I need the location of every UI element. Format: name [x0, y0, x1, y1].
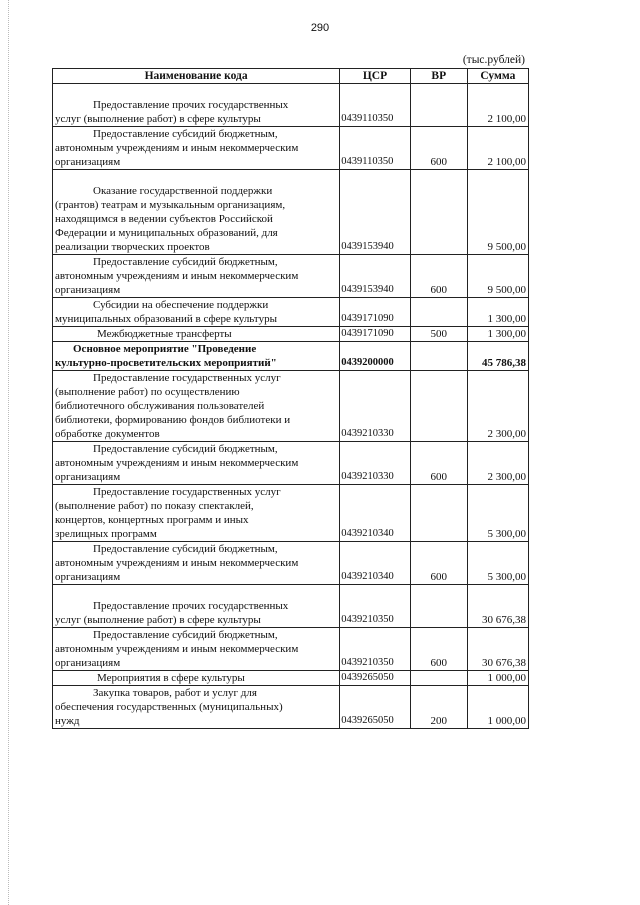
- row-name-line: (выполнение работ) по показу спектаклей,: [55, 500, 254, 512]
- page-edge: [8, 0, 9, 905]
- table-row: [53, 542, 529, 585]
- row-sum: 2 300,00: [467, 371, 528, 442]
- row-sum: 1 000,00: [467, 671, 528, 686]
- budget-table: [52, 68, 529, 729]
- row-csr: 0439265050: [340, 686, 411, 729]
- row-name-line: услуг (выполнение работ) в сфере культуры: [55, 614, 261, 626]
- row-name-line: Мероприятия в сфере культуры: [97, 672, 245, 684]
- row-name-line: Предоставление прочих государственных: [93, 600, 289, 612]
- row-csr: 0439210340: [340, 485, 411, 542]
- row-name-line: автономным учреждениям и иным некоммерческим: [55, 142, 299, 154]
- table-row: [53, 671, 529, 686]
- row-csr: 0439210350: [340, 585, 411, 628]
- row-sum: 30 676,38: [467, 628, 528, 671]
- row-name-line: культурно-просветительских мероприятий": [55, 357, 277, 369]
- row-name-line: концертов, концертных программ и иных: [55, 514, 249, 526]
- row-name: [53, 686, 340, 729]
- row-name: [53, 298, 340, 327]
- row-name-line: Оказание государственной поддержки: [93, 185, 273, 197]
- row-name: [53, 585, 340, 628]
- row-name-line: Основное мероприятие "Проведение: [73, 343, 257, 355]
- row-sum: 1 000,00: [467, 686, 528, 729]
- row-name-line: [55, 585, 337, 599]
- row-name: [53, 671, 340, 686]
- row-name-line: реализации творческих проектов: [55, 241, 210, 253]
- row-csr: 0439210340: [340, 542, 411, 585]
- row-vr: [410, 671, 467, 686]
- row-name: [53, 485, 340, 542]
- row-sum: 5 300,00: [467, 542, 528, 585]
- row-name-line: услуг (выполнение работ) в сфере культуры: [55, 113, 261, 125]
- row-sum: 2 300,00: [467, 442, 528, 485]
- row-name: [53, 442, 340, 485]
- row-csr: 0439210330: [340, 371, 411, 442]
- row-csr: 0439110350: [340, 84, 411, 127]
- row-name-line: Предоставление субсидий бюджетным,: [93, 128, 278, 140]
- table-row: [53, 585, 529, 628]
- row-name: [53, 127, 340, 170]
- row-name: [53, 628, 340, 671]
- table-row: [53, 255, 529, 298]
- row-name: [53, 170, 340, 255]
- header-name: Наименование кода: [53, 69, 340, 84]
- row-csr: 0439265050: [340, 671, 411, 686]
- row-name-line: организациям: [55, 571, 121, 583]
- row-csr: 0439171090: [340, 327, 411, 342]
- row-name-line: [55, 84, 337, 98]
- row-name-line: Субсидии на обеспечение поддержки: [93, 299, 269, 311]
- row-vr: 600: [410, 542, 467, 585]
- row-name-line: [55, 170, 337, 184]
- row-vr: 600: [410, 255, 467, 298]
- row-name-line: автономным учреждениям и иным некоммерческим: [55, 643, 299, 655]
- row-sum: 9 500,00: [467, 255, 528, 298]
- row-vr: [410, 485, 467, 542]
- row-sum: 5 300,00: [467, 485, 528, 542]
- row-sum: 1 300,00: [467, 298, 528, 327]
- row-vr: 600: [410, 442, 467, 485]
- page-number: 290: [310, 22, 330, 34]
- row-name-line: организациям: [55, 156, 121, 168]
- row-name: [53, 255, 340, 298]
- row-name-line: находящимся в ведении субъектов Российской: [55, 213, 273, 225]
- table-row: [53, 628, 529, 671]
- row-csr: 0439210330: [340, 442, 411, 485]
- row-name-line: Закупка товаров, работ и услуг для: [93, 687, 257, 699]
- row-csr: 0439153940: [340, 255, 411, 298]
- row-name-line: Предоставление субсидий бюджетным,: [93, 543, 278, 555]
- row-name-line: Предоставление прочих государственных: [93, 99, 289, 111]
- header-csr: ЦСР: [340, 69, 411, 84]
- row-name-line: обеспечения государственных (муниципальных): [55, 701, 283, 713]
- row-name-line: библиотеки, формированию фондов библиотеки и: [55, 414, 291, 426]
- row-name-line: (выполнение работ) по осуществлению: [55, 386, 240, 398]
- table-header-row: [53, 69, 529, 84]
- row-csr: 0439110350: [340, 127, 411, 170]
- row-name-line: (грантов) театрам и музыкальным организациям,: [55, 199, 286, 211]
- table-row: [53, 84, 529, 127]
- table-row: [53, 442, 529, 485]
- table-row: [53, 342, 529, 371]
- row-name-line: Предоставление субсидий бюджетным,: [93, 629, 278, 641]
- table-row: [53, 327, 529, 342]
- row-name-line: библиотечного обслуживания пользователей: [55, 400, 265, 412]
- row-name-line: Предоставление субсидий бюджетным,: [93, 256, 278, 268]
- row-name: [53, 327, 340, 342]
- row-vr: 600: [410, 127, 467, 170]
- row-sum: 9 500,00: [467, 170, 528, 255]
- row-sum: 2 100,00: [467, 84, 528, 127]
- table-row: [53, 485, 529, 542]
- row-name-line: автономным учреждениям и иным некоммерческим: [55, 457, 299, 469]
- row-name-line: зрелищных программ: [55, 528, 157, 540]
- row-name-line: организациям: [55, 657, 121, 669]
- row-name-line: автономным учреждениям и иным некоммерческим: [55, 270, 299, 282]
- table-row: [53, 371, 529, 442]
- row-name-line: Предоставление субсидий бюджетным,: [93, 443, 278, 455]
- row-vr: 500: [410, 327, 467, 342]
- row-name-line: нужд: [55, 715, 80, 727]
- row-csr: 0439171090: [340, 298, 411, 327]
- header-sum: Сумма: [467, 69, 528, 84]
- row-csr: 0439153940: [340, 170, 411, 255]
- table-row: [53, 686, 529, 729]
- row-csr: 0439200000: [340, 342, 411, 371]
- row-vr: [410, 84, 467, 127]
- table-row: [53, 127, 529, 170]
- row-sum: 30 676,38: [467, 585, 528, 628]
- header-vr: ВР: [410, 69, 467, 84]
- row-name-line: Предоставление государственных услуг: [93, 486, 281, 498]
- row-name: [53, 342, 340, 371]
- row-vr: 200: [410, 686, 467, 729]
- table-row: [53, 298, 529, 327]
- row-name: [53, 542, 340, 585]
- row-name-line: автономным учреждениям и иным некоммерческим: [55, 557, 299, 569]
- row-name-line: Предоставление государственных услуг: [93, 372, 281, 384]
- row-sum: 45 786,38: [467, 342, 528, 371]
- row-vr: [410, 371, 467, 442]
- row-vr: [410, 342, 467, 371]
- row-name-line: обработке документов: [55, 428, 160, 440]
- row-name-line: муниципальных образований в сфере культуры: [55, 313, 277, 325]
- units-label: (тыс.рублей): [462, 54, 525, 66]
- row-name-line: Межбюджетные трансферты: [97, 328, 232, 340]
- row-sum: 2 100,00: [467, 127, 528, 170]
- row-vr: [410, 298, 467, 327]
- row-name: [53, 84, 340, 127]
- row-csr: 0439210350: [340, 628, 411, 671]
- row-sum: 1 300,00: [467, 327, 528, 342]
- row-vr: [410, 585, 467, 628]
- row-name-line: Федерации и муниципальных образований, для: [55, 227, 278, 239]
- row-name: [53, 371, 340, 442]
- row-vr: [410, 170, 467, 255]
- row-vr: 600: [410, 628, 467, 671]
- row-name-line: организациям: [55, 284, 121, 296]
- table-row: [53, 170, 529, 255]
- row-name-line: организациям: [55, 471, 121, 483]
